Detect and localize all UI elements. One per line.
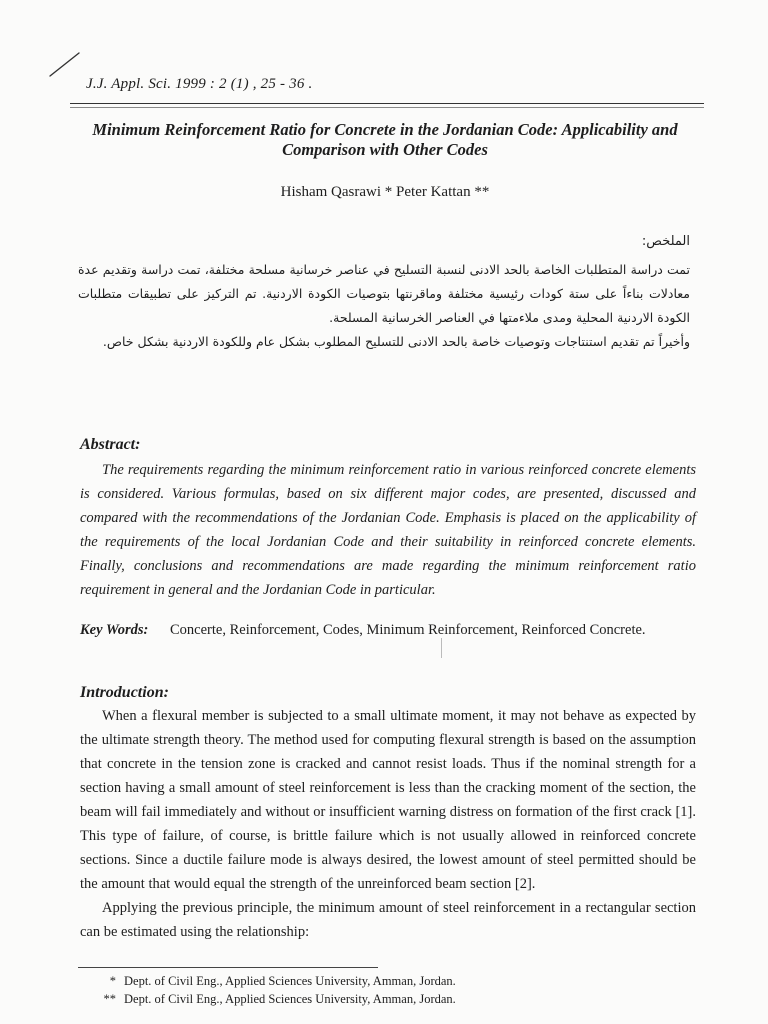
keywords-label: Key Words: — [80, 622, 149, 638]
introduction-paragraph: When a flexural member is subjected to a small ultimate moment, it may not behave as expected by the ultimate strength theory. The method used for computing flexural strength is based on the assumption that concrete in the tension zone is cracked and cannot resist loads. Thus if the nominal strength for a section having a small amount of steel reinforcement is less than the cracking moment of the section, the beam will fail immediately and without or insufficient warning distress on formation of the first crack [1]. This type of failure, of course, is brittle failure which is not usually allowed in reinforced concrete sections. Since a ductile failure mode is always desired, the lowest amount of steel permitted should be the amount that would equal the strength of the unreinforced beam section [2]. — [80, 708, 696, 892]
keywords — [80, 618, 696, 642]
paper-authors: Hisham Qasrawi * Peter Kattan ** — [280, 184, 490, 200]
footnotes — [92, 972, 456, 1008]
footnote-text: Dept. of Civil Eng., Applied Sciences University, Amman, Jordan. — [124, 974, 456, 988]
arabic-paragraph: تمت دراسة المتطلبات الخاصة بالحد الادنى لنسبة التسليح في عناصر خرسانية مسلحة مختلفة، تمت دراسة وتقديم عدة معادلات بناءاً على ستة كودات رئيسية مختلفة وماقرنتها بتوصيات الكودة الاردنية. تم التركيز على تطبيقات متطلبات الكودة الاردنية المحلية ومدى ملاءمتها في العناصر الخرسانية المسلحة. — [78, 262, 690, 325]
keywords-text: Concerte, Reinforcement, Codes, Minimum Reinforcement, Reinforced Concrete. — [170, 622, 646, 638]
abstract-heading: Abstract: — [80, 436, 141, 453]
footnote — [92, 990, 456, 1008]
introduction-body — [80, 704, 696, 944]
footnote — [92, 972, 456, 990]
pen-mark — [48, 50, 82, 78]
header-rule — [70, 103, 704, 104]
footnote-rule — [78, 967, 378, 968]
footnote-mark: ** — [103, 992, 116, 1006]
journal-reference: J.J. Appl. Sci. 1999 : 2 (1) , 25 - 36 . — [86, 76, 313, 92]
header-rule-secondary — [70, 107, 704, 108]
scan-mark — [441, 638, 442, 658]
arabic-abstract-body — [78, 258, 690, 354]
footnote-text: Dept. of Civil Eng., Applied Sciences University, Amman, Jordan. — [124, 992, 456, 1006]
paper-title: Minimum Reinforcement Ratio for Concrete in the Jordanian Code: Applicability and Comparison with Other Codes — [92, 120, 678, 159]
arabic-abstract-heading: الملخص: — [641, 234, 690, 249]
abstract-body: The requirements regarding the minimum reinforcement ratio in various reinforced concrete elements is considered. Various formulas, based on six different major codes, are presented, discussed and compared with the recommendations of the Jordanian Code. Emphasis is placed on the applicability of the requirements of the local Jordanian Code and their suitability in reinforced concrete elements. Finally, conclusions and recommendations are made regarding the minimum reinforcement ratio requirement in general and the Jordanian Code in particular. — [80, 462, 696, 598]
footnote-mark: * — [109, 974, 116, 988]
introduction-paragraph: Applying the previous principle, the minimum amount of steel reinforcement in a rectangular section can be estimated using the relationship: — [80, 900, 696, 940]
introduction-heading: Introduction: — [80, 684, 169, 701]
arabic-paragraph: وأخيراً تم تقديم استنتاجات وتوصيات خاصة بالحد الادنى للتسليح المطلوب بشكل عام وللكودة الاردنية بشكل خاص. — [102, 334, 690, 349]
